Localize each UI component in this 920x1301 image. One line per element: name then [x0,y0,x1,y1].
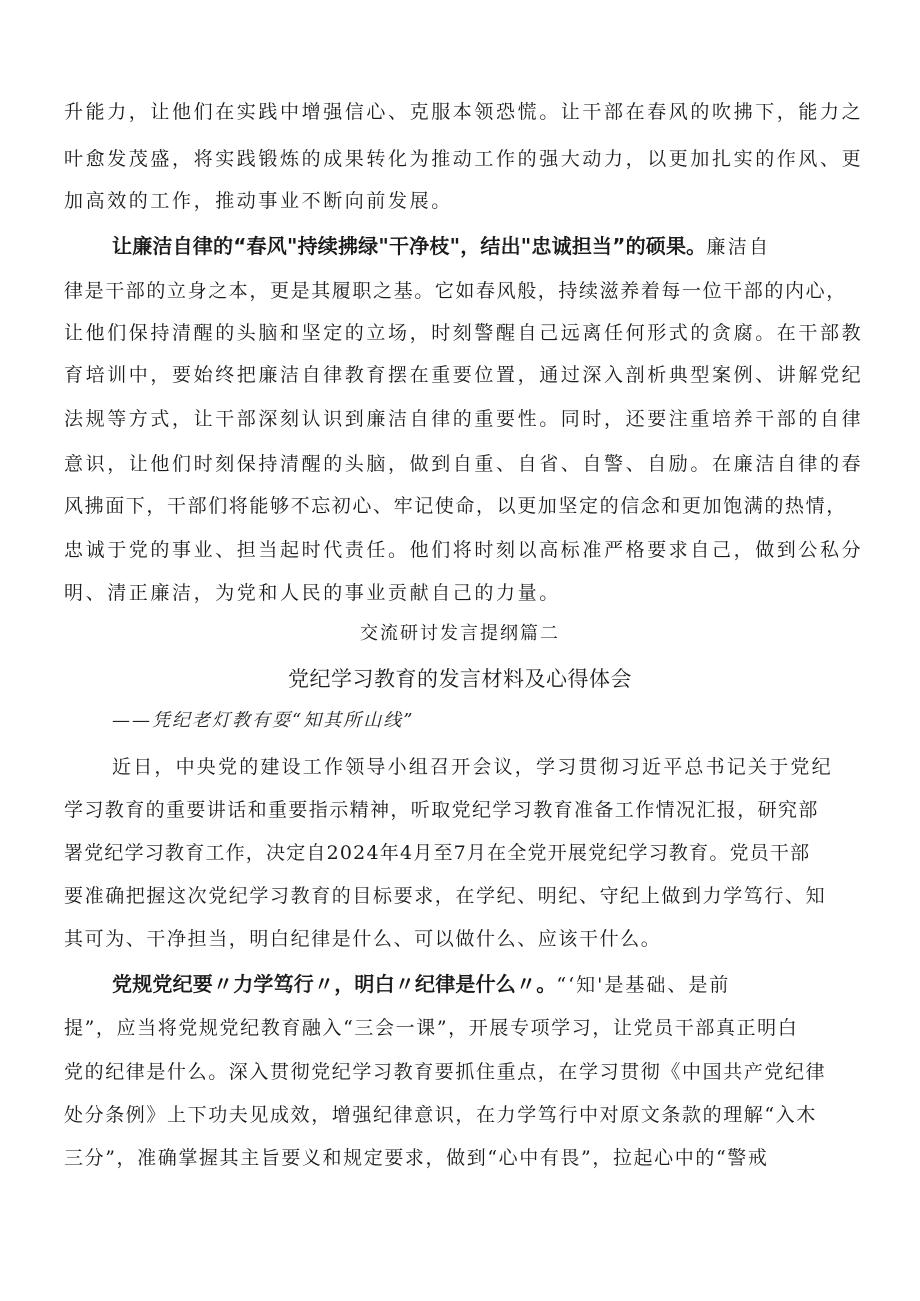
paragraph-line: 加高效的工作，推动事业不断向前发展。 [64,190,453,212]
paragraph-line: 风拂面下，干部们将能够不忘初心、牢记使命，以更加坚定的信念和更加饱满的热情， [64,495,847,517]
section-lead-line [112,971,864,998]
chapter-subtitle: ——凭纪老灯教有耍“知其所山线” [112,710,415,731]
paragraph-line: 升能力，让他们在实践中增强信心、克服本领恐慌。让干部在春风的吹拂下，能力之 [64,101,864,123]
paragraph-line: 律是干部的立身之本，更是其履职之基。它如春风般，持续滋养着每一位干部的内心， [64,280,847,302]
paragraph-line: 明、清正廉洁，为党和人民的事业贡献自己的力量。 [64,582,561,604]
paragraph-line: 党的纪律是什么。深入贯彻党纪学习教育要抓住重点，在学习贯彻《中国共产党纪律 [64,1061,827,1083]
paragraph-line: 要准确把握这次党纪学习教育的目标要求，在学纪、明纪、守纪上做到力学笃行、知 [64,885,827,907]
paragraph-line: 近日，中央党的建设工作领导小组召开会议，学习贯彻习近平总书记关于党纪 [112,756,833,778]
paragraph-line: 育培训中，要始终把廉洁自律教育摆在重要位置，通过深入剖析典型案例、讲解党纪 [64,364,864,386]
paragraph-line: 忠诚于党的事业、担当起时代责任。他们将时刻以高标准严格要求自己，做到公私分 [64,539,864,561]
section-lead-line [112,233,864,260]
paragraph-text: 廉洁自 [706,236,771,258]
paragraph-line: 意识，让他们时刻保持清醒的头脑，做到自重、自省、自警、自励。在廉洁自律的春 [64,453,864,475]
paragraph-line: 提”，应当将党规党纪教育融入“三会一课”，开展专项学习，让党员干部真正明白 [64,1017,799,1039]
section-heading: 党规党纪要〃力学笃行〃，明白〃纪律是什么〃。 [112,972,557,996]
paragraph-line: 学习教育的重要讲话和重要指示精神，听取党纪学习教育准备工作情况汇报，研究部 [64,799,819,821]
paragraph-line: 让他们保持清醒的头脑和坚定的立场，时刻警醒自己远离任何形式的贪腐。在干部教 [64,322,864,344]
paragraph-line: 署党纪学习教育工作，决定自2024年4月至7月在全党开展党纪学习教育。党员干部 [64,842,811,864]
chapter-label: 交流研讨发言提纲篇二 [360,623,560,644]
paragraph-line: 法规等方式，让干部深刻认识到廉洁自律的重要性。同时，还要注重培养干部的自律 [64,408,864,430]
paragraph-line: 其可为、干净担当，明白纪律是什么、可以做什么、应该干什么。 [64,928,662,950]
chapter-title: 党纪学习教育的发言材料及心得体会 [288,667,632,691]
paragraph-line: 处分条例》上下功夫见成效，增强纪律意识，在力学笃行中对原文条款的理解“入木 [64,1104,817,1126]
paragraph-line: 叶愈发茂盛，将实践锻炼的成果转化为推动工作的强大动力，以更加扎实的作风、更 [64,148,864,170]
paragraph-text: “‘知'是基础、是前 [556,974,731,996]
paragraph-line: 三分”，准确掌握其主旨要义和规定要求，做到“心中有畏”，拉起心中的“警戒 [64,1147,769,1169]
section-heading: 让廉洁自律的“春风"持续拂绿"干净枝"，结出"忠诚担当”的硕果。 [112,234,707,258]
